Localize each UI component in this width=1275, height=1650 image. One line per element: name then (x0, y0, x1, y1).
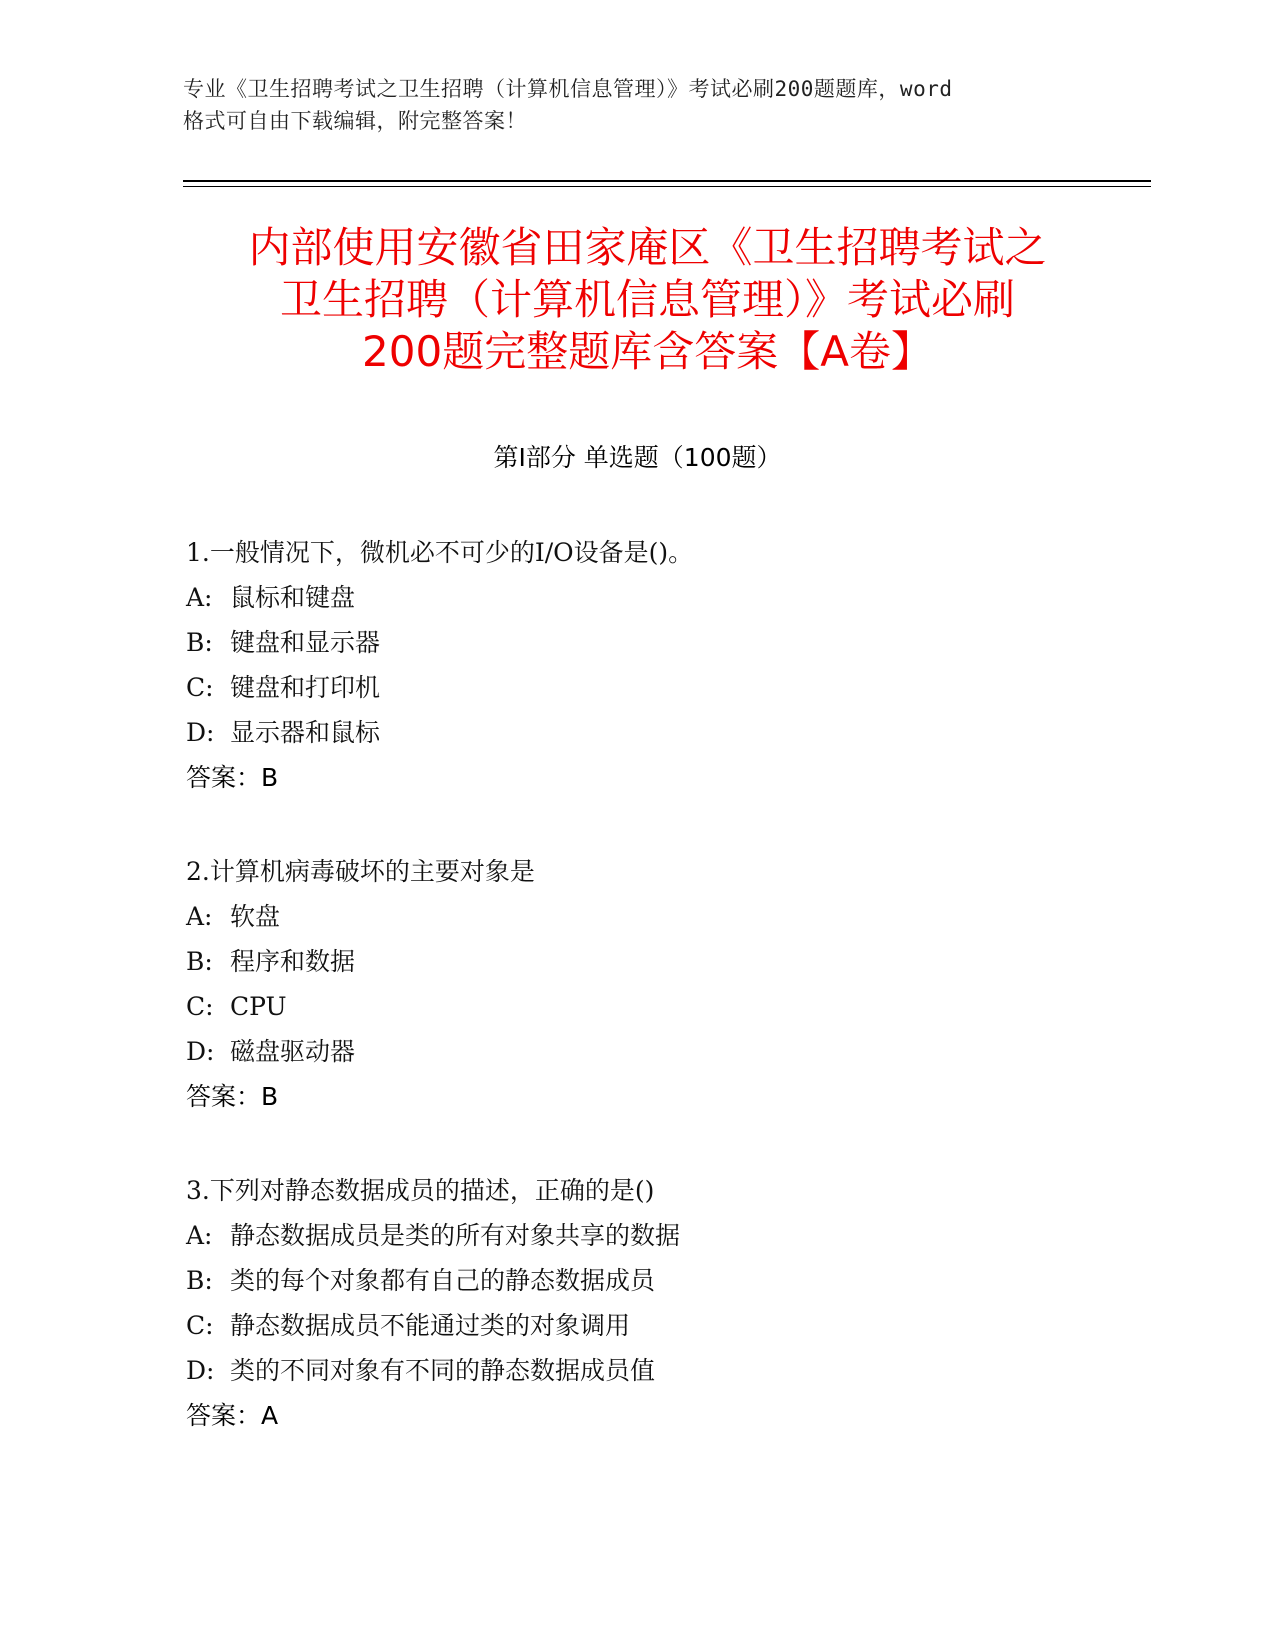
answer-line: 答案：A (186, 1401, 279, 1430)
option-key: C: (186, 1311, 214, 1340)
option-d (186, 1348, 1086, 1393)
option-text: 鼠标和键盘 (230, 583, 356, 612)
question-stem: 2.计算机病毒破坏的主要对象是 (186, 857, 535, 886)
question-3 (186, 1168, 1086, 1438)
option-key: A: (186, 902, 213, 931)
option-d (186, 1029, 1086, 1074)
header-note-line-2: 格式可自由下载编辑，附完整答案！ (183, 109, 527, 133)
question-stem: 1.一般情况下，微机必不可少的I/O设备是()。 (186, 538, 694, 567)
header-divider-thin (183, 186, 1151, 187)
option-key: B: (186, 628, 213, 657)
document-title-line-3: 200题完整题库含答案【A卷】 (362, 327, 933, 376)
option-text: 静态数据成员不能通过类的对象调用 (230, 1311, 631, 1340)
option-text: CPU (230, 992, 287, 1021)
option-key: B: (186, 1266, 213, 1295)
question-1 (186, 530, 1086, 800)
question-2 (186, 849, 1086, 1119)
option-key: C: (186, 992, 214, 1021)
option-key: D: (186, 1037, 215, 1066)
option-text: 类的每个对象都有自己的静态数据成员 (230, 1266, 656, 1295)
option-b (186, 620, 1086, 665)
option-key: D: (186, 718, 215, 747)
option-key: A: (186, 1221, 213, 1250)
option-key: C: (186, 673, 214, 702)
header-divider-thick (183, 180, 1151, 182)
option-key: A: (186, 583, 213, 612)
option-text: 软盘 (230, 902, 281, 931)
document-title-line-1: 内部使用安徽省田家庵区《卫生招聘考试之 (248, 223, 1047, 272)
option-key: B: (186, 947, 213, 976)
answer-line: 答案：B (186, 763, 279, 792)
option-c (186, 665, 1086, 710)
option-text: 显示器和鼠标 (230, 718, 381, 747)
option-c (186, 1303, 1086, 1348)
document-title-line-2: 卫生招聘（计算机信息管理）》考试必刷 (279, 275, 1015, 324)
option-a (186, 1213, 1086, 1258)
option-b (186, 939, 1086, 984)
header-note (183, 73, 1083, 137)
option-d (186, 710, 1086, 755)
question-stem: 3.下列对静态数据成员的描述，正确的是() (186, 1176, 655, 1205)
option-c (186, 984, 1086, 1029)
option-a (186, 575, 1086, 620)
option-text: 程序和数据 (230, 947, 356, 976)
option-b (186, 1258, 1086, 1303)
option-a (186, 894, 1086, 939)
section-title: 第I部分 单选题（100题） (493, 443, 782, 472)
answer-line: 答案：B (186, 1082, 279, 1111)
option-text: 类的不同对象有不同的静态数据成员值 (230, 1356, 656, 1385)
header-note-line-1: 专业《卫生招聘考试之卫生招聘（计算机信息管理）》考试必刷200题题库，word (183, 77, 953, 101)
option-text: 静态数据成员是类的所有对象共享的数据 (230, 1221, 681, 1250)
document-title (160, 222, 1135, 378)
option-text: 磁盘驱动器 (230, 1037, 356, 1066)
option-key: D: (186, 1356, 215, 1385)
option-text: 键盘和显示器 (230, 628, 381, 657)
option-text: 键盘和打印机 (230, 673, 381, 702)
